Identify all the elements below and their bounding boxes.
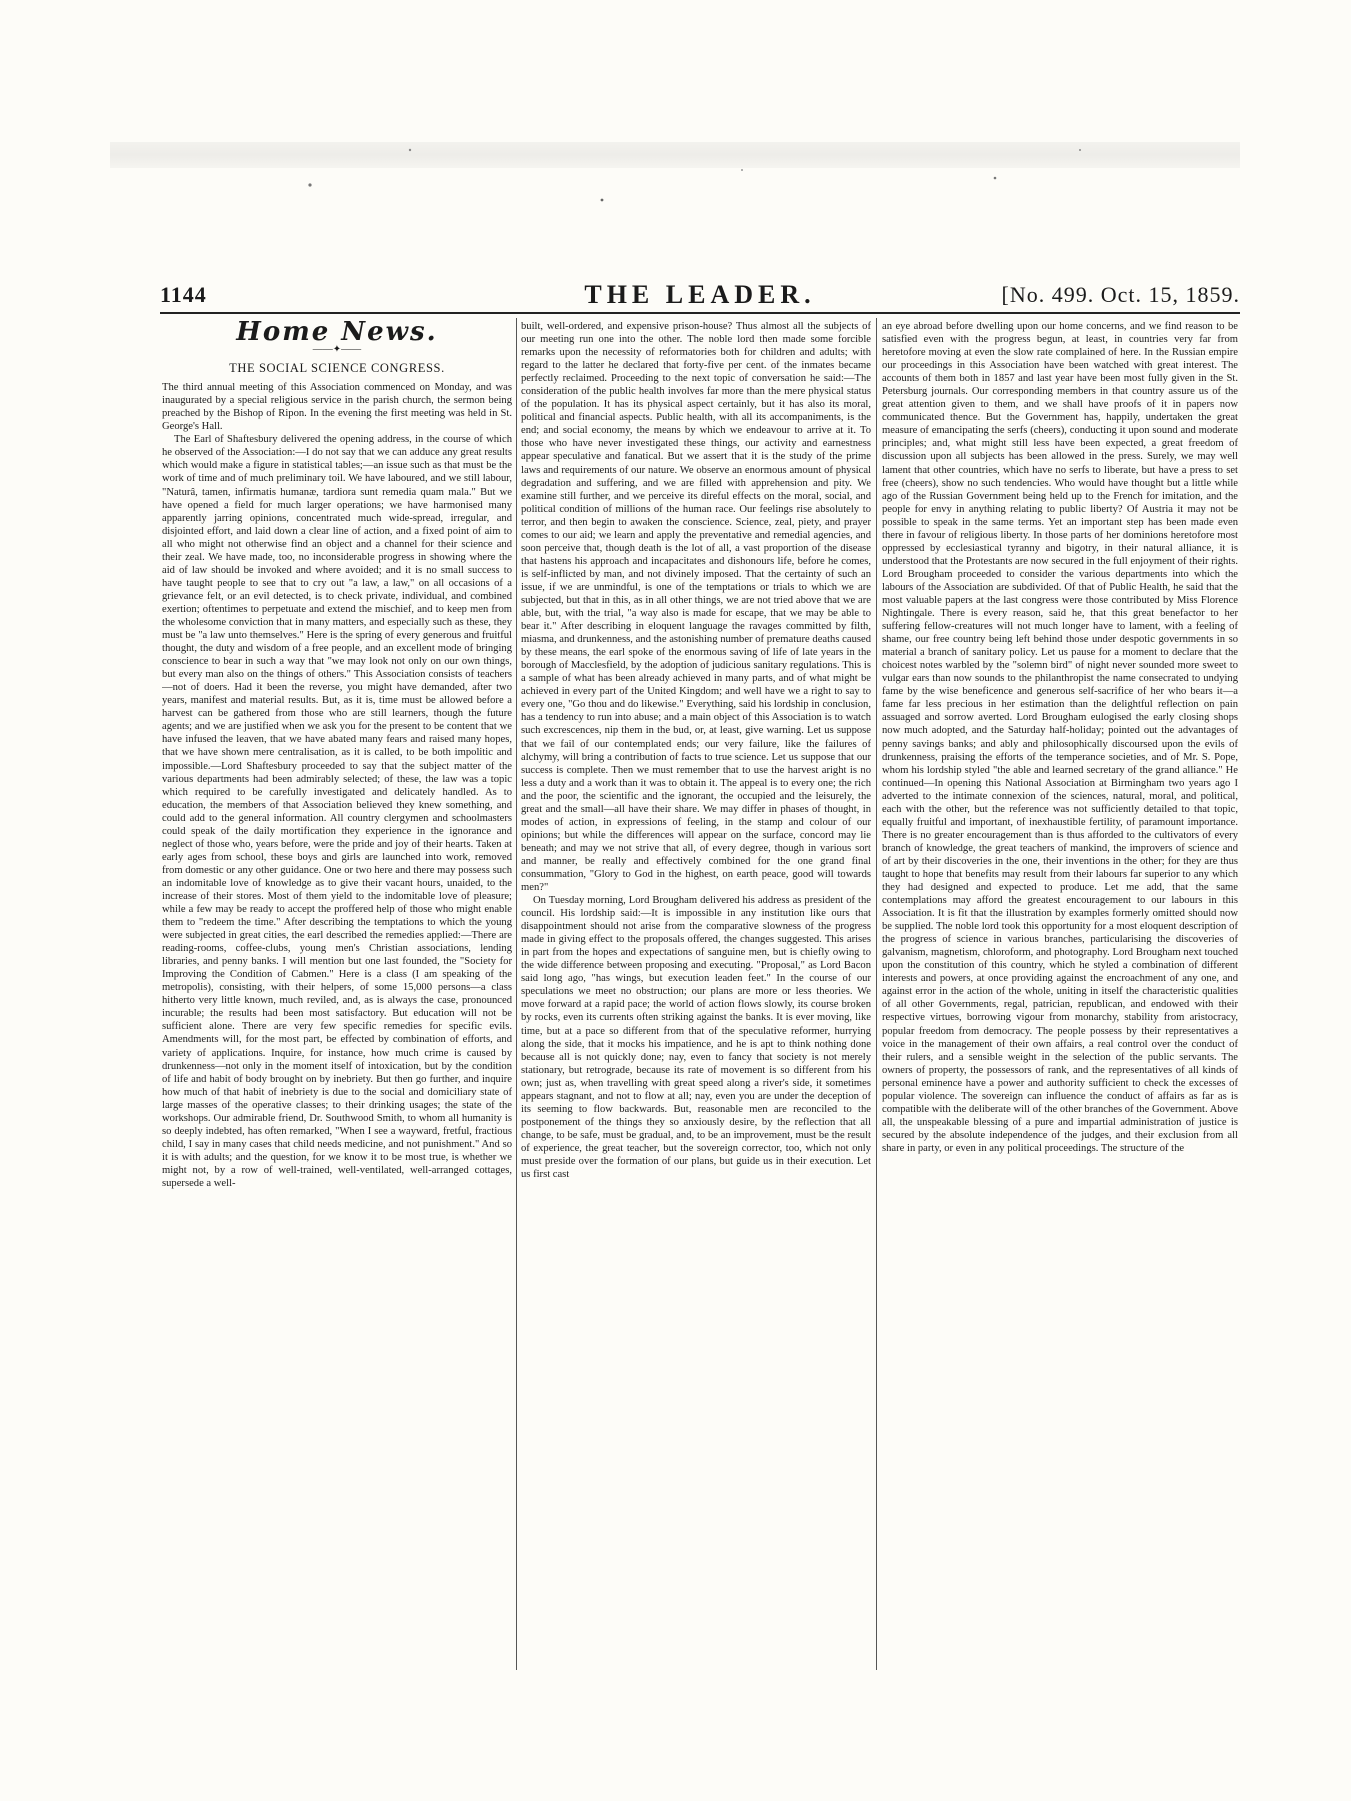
column-divider xyxy=(876,318,877,1670)
paragraph: built, well-ordered, and expensive prison-house? Thus almost all the subjects of our meeting run one into the other. The noble lord then made some forcible remarks upon the necessity of reformatories both for children and adults; with regard to the latter he declared that forty-five per cent. of the inmates became perfectly reclaimed. Proceeding to the next topic of conversation he said:—The consideration of the public health involves far more than the mere physical status of the population. It has its physical aspect certainly, but it has also its moral, political and financial aspects. Public health, with all its accompaniments, is the end; and social economy, the means by which we endeavour to arrive at it. To those who have never investigated these things, our activity and earnestness appear speculative and fanatical. But we assert that it is the study of the prime laws and requirements of our nature. We observe an enormous amount of physical degradation and suffering, and we are filled with apprehension and pity. We examine still further, and we perceive its direful effects on the moral, social, and political condition of millions of the human race. Our feelings rise absolutely to terror, and then begin to awaken the conscience. Science, zeal, piety, and prayer comes to our aid; we learn and apply the preventative and remedial agencies, and soon perceive that, though death is the lot of all, a vast proportion of the disease that hastens his approach and incapacitates and dishonours life, before he comes, is self-inflicted by man, and not divinely imposed. That the certainty of such an issue, if we are unmindful, is one of the temptations or trials to which we are subjected, but that in this, as in all other things, we are not tried above that we are able, but, with the trial, "a way also is made for escape, that we may be able to bear it." After describing in eloquent language the ravages committed by filth, miasma, and drunkenness, and the astonishing number of premature deaths caused by these means, the earl spoke of the enormous saving of life of late years in the borough of Macclesfield, by the adoption of judicious sanitary regulations. This is a sample of what has been already achieved in many parts, and of what might be achieved in every part of the United Kingdom; and well have we a right to say to every one, "Go thou and do likewise." Everything, said his lordship in conclusion, has a tendency to run into abuse; and a main object of this Association is to watch such excrescences, nip them in the bud, or, at least, give warning. Let us suppose that we fail of our contemplated ends; our very failure, like the failures of alchymy, will bring a contribution of facts to true science. Let us suppose that our success is complete. Then we must remember that to use the harvest aright is no less a duty and a work than it was to obtain it. The appeal is to every one; the rich and the poor, the scientific and the ignorant, the occupied and the leisurely, the great and the small—all have their share. We may differ in phases of thought, in modes of action, in expressions of feeling, in the stamp and colour of our opinions; but while the differences will appear on the surface, concord may lie beneath; and may we not strive that all, of every degree, though in various sort and manner, be really and effectively combined for the one grand final consummation, "Glory to God in the highest, on earth peace, good will towards men?" xyxy=(521,321,871,894)
masthead-title: THE LEADER. xyxy=(584,280,816,309)
header-rule xyxy=(160,312,1240,314)
column-divider xyxy=(516,318,517,1670)
text-column-2 xyxy=(521,320,871,1670)
issue-info: [No. 499. Oct. 15, 1859. xyxy=(1001,282,1240,307)
section-title: Home News. xyxy=(236,320,438,347)
article-heading: THE SOCIAL SCIENCE CONGRESS. xyxy=(229,361,445,376)
text-column-3 xyxy=(882,320,1238,1670)
page-header xyxy=(160,282,1240,312)
section-ornament: ——✦—— xyxy=(312,344,362,356)
text-column-1 xyxy=(162,320,512,1670)
paragraph: On Tuesday morning, Lord Brougham delivered his address as president of the council. His lordship said:—It is impossible in any institution like ours that disappointment should not arise from the comparative slowness of the progress made in giving effect to the proposals offered, the changes suggested. This arises in part from the hopes and expectations of sanguine men, but is chiefly owing to the wide difference between proposing and executing. "Proposal," as Lord Bacon said long ago, "has wings, but execution leaden feet." In the course of our speculations we meet no obstruction; our plans are more or less theories. We move forward at a rapid pace; the world of action flows slowly, its course broken by rocks, even its currents often striking against the banks. It is ever moving, like time, but at a pace so different from that of the speculative reformer, hurrying along the side, that it mocks his impatience, and he is apt to think nothing done because all is not quickly done; nay, even to fancy that society is not merely stationary, but retrograde, because its rate of movement is so different from his own; just as, when travelling with great speed along a river's side, it sometimes appears stagnant, and not to flow at all; nay, even you are under the deception of its seeming to flow backwards. But, reasonable men are reconciled to the postponement of the things they so anxiously desire, by the reflection that all change, to be safe, must be gradual, and, to be an improvement, must be the result of experience, the great teacher, but the sovereign corrector, too, which not only must preside over the formation of our plans, but guide us in their execution. Let us first cast xyxy=(521,895,871,1181)
scan-specks xyxy=(0,0,1351,300)
page-number: 1144 xyxy=(160,282,207,307)
paragraph: The Earl of Shaftesbury delivered the opening address, in the course of which he observed of the Association:—I do not say that we can adduce any great results which would make a figure in statistical tables;—an issue such as that must be the work of time and of much preliminary toil. We have laboured, and we still labour, "Naturâ, tamen, infirmatis humanæ, tardiora sunt remedia quam mala." But we have opened a field for much larger operations; we have harmonised many apparently jarring opinions, concentrated much wide-spread, irregular, and disjointed effort, and laid down a clear line of action, and a fixed point of aim to all who might not otherwise find an object and a channel for their science and their zeal. We have made, too, no inconsiderable progress in showing where the aid of law should be invoked and where avoided; and it is no small success to have taught people to see that to cry out "a law, a law," on all occasions of a grievance felt, or an evil detected, is to check private, individual, and combined exertion; oftentimes to perpetuate and extend the mischief, and to keep men from the wholesome conviction that in many matters, and especially such as these, they must be "a law unto themselves." Here is the spring of every generous and fruitful thought, the duty and wisdom of a free people, and an excellent mode of bringing conscience to bear in such a way that "we may look not only on our own things, but every man also on the things of others." This Association consists of teachers—not of doers. Had it been the reverse, you might have demanded, after two years, manifest and material results. But, as it is, time must be allowed before a harvest can be gathered from those who are still learners, though the future agents; and we are justified when we ask you for the present to be content that we have infused the leaven, that we have abated many fears and raised many hopes, that we have shown mere centralisation, as it is called, to be both impolitic and impossible.—Lord Shaftesbury proceeded to say that the subject matter of the various departments had been admirably selected; of these, the law was a topic which required to be carefully investigated and delicately handled. As to education, the members of that Association believed they knew something, and could add to the general information. All country clergymen and schoolmasters could speak of the daily mortification they experience in the ignorance and neglect of those who, years before, were the pride and joy of their hearts. Taken at early ages from school, these boys and girls are launched into work, removed from domestic or any other guidance. One or two here and there may possess such an indomitable love of knowledge as to give their vacant hours, unaided, to the increase of their stores. Most of them yield to the indomitable love of pleasure; while a few may be ready to accept the proffered help of those who might enable them to "redeem the time." After describing the temptations to which the young were subjected in great cities, the earl described the remedies applied:—There are reading-rooms, coffee-clubs, young men's Christian associations, lending libraries, and penny banks. I will mention but one last founded, the "Society for Improving the Condition of Cabmen." Here is a class (I am speaking of the metropolis), consisting, with their helpers, of some 15,000 persons—a class hitherto very little known, much reviled, and, as is always the case, pronounced incurable; the results had been most satisfactory. But education will not be sufficient alone. There are very few specific remedies for specific evils. Amendments will, for the most part, be effected by combination of efforts, and variety of applications. Inquire, for instance, how much crime is caused by drunkenness—not only in the moment itself of intoxication, but by the condition of life and habit of body brought on by inebriety. But then go further, and inquire how much of that habit of inebriety is due to the social and domiciliary state of large masses of the operative classes; to their drinking usages; the state of the workshops. Our admirable friend, Dr. Southwood Smith, to whom all humanity is so deeply indebted, has often remarked, "When I see a wayward, fretful, fractious child, I say in many cases that child needs medicine, and not punishment." And so it is with adults; and the question, for we know it to be most true, is whether we might not, by a row of well-trained, well-ventilated, well-arranged cottages, supersede a well- xyxy=(162,434,512,1189)
paragraph: an eye abroad before dwelling upon our home concerns, and we find reason to be satisfied even with the progress begun, at least, in countries very far from heretofore moving at even the slow rate complained of here. In the Russian empire our proceedings in this Association have been watched with great interest. The accounts of them both in 1857 and last year have been most fully given in the St. Petersburg journals. Our corresponding members in that country assure us of the great attention given to them, and we shall have proofs of it in papers now communicated thence. But the Government has, happily, undertaken the great measure of emancipating the serfs (cheers), conducting it upon sound and moderate principles; and, what might still less have been expected, a great freedom of discussion upon all subjects has been allowed in the press. Surely, we may well lament that other countries, which have no serfs to liberate, but have a press to set free (cheers), show no such tendencies. Who would have thought but a little while ago of the Russian Government being held up to the French for imitation, and the people for envy in anything relating to public liberty? Of Austria it may not be possible to speak in the same terms. Yet an important step has been made even there in favour of religious liberty. In those parts of her dominions heretofore most oppressed by ecclesiastical tyranny and bigotry, in their natural alliance, it is understood that the Protestants are now secured in the full enjoyment of their rights. Lord Brougham proceeded to consider the various departments into which the labours of the Association are subdivided. Of that of Public Health, he said that the most valuable papers at the last congress were those contributed by Miss Florence Nightingale. There is every reason, said he, that this great benefactor to her suffering fellow-creatures will not much longer have to lament, with a feeling of shame, our free country being left behind those under despotic governments in so material a branch of sanitary policy. Let us pause for a moment to declare that the choicest notes warbled by the "solemn bird" of night never sounded more sweet to vulgar ears than now sounds to the philanthropist the name consecrated to undying fame by the wise beneficence and generous self-sacrifice of her who bears it—a fame far less precious in her estimation than the delightful reflection on pain assuaged and sorrow averted. Lord Brougham eulogised the early closing shops now much adopted, and the Saturday half-holiday; pointed out the advantages of penny savings banks; and ably and philosophically discoursed upon the evils of drunkenness, praising the efforts of the temperance societies, and of Mr. S. Pope, whom his lordship styled "the able and learned secretary of the grand alliance." He continued—In opening this National Association at Birmingham two years ago I adverted to the intimate connexion of the sciences, natural, moral, and political, each with the other, but the reference was not sufficiently detailed to that topic, equally fruitful and important, of inexhaustible fertility, of paramount importance. There is no greater encouragement than is thus afforded to the cultivators of every branch of knowledge, the great teachers of mankind, the improvers of science and of art by their discoveries in the one, their inventions in the other; for they are thus taught to hope that benefits may result from their labours far superior to any which they had designed and expected to produce. Let me add, that the same contemplations may afford the greatest encouragement to our labours in this Association. It is fit that the illustration by examples formerly omitted should now be supplied. The noble lord took this opportunity for a most eloquent description of the progress of science in various branches, particularising the discoveries of galvanism, magnetism, chloroform, and photography. Lord Brougham next touched upon the constitution of this country, which he styled a combination of different interests and powers, at once providing against the encroachment of any one, and against error in the action of the whole, uniting in itself the characteristic qualities of all other Governments, regal, patrician, republican, and endowed with their respective virtues, borrowing vigour from monarchy, stability from aristocracy, popular freedom from democracy. The people possess by their representatives a voice in the management of their own affairs, a real control over the conduct of their rulers, and a sensible weight in the selection of the public servants. The owners of property, the possessors of rank, and the representatives of all kinds of personal eminence have a power and authority sufficient to check the excesses of popular violence. The sovereign can influence the conduct of affairs as far as is compatible with the deliberate will of the other branches of the Government. Above all, the unspeakable blessing of a pure and impartial administration of justice is secured by the absolute independence of the judges, and their exclusion from all share in party, or even in any political proceedings. The structure of the xyxy=(882,321,1238,1154)
paragraph: The third annual meeting of this Association commenced on Monday, and was inaugurated by a special religious service in the parish church, the sermon being preached by the Bishop of Ripon. In the evening the first meeting was held in St. George's Hall. xyxy=(162,382,512,433)
